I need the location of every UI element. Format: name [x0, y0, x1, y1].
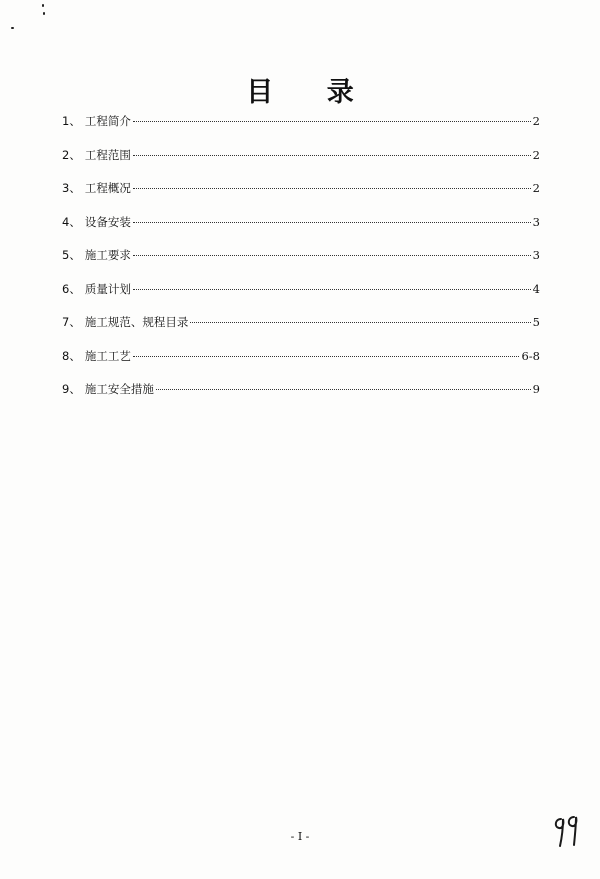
- toc-item-7: [62, 314, 540, 348]
- toc-item-page: 6-8: [521, 348, 540, 363]
- toc-item-8: [62, 348, 540, 382]
- toc-item-page: 4: [532, 281, 540, 296]
- toc-item-page: 2: [532, 114, 540, 128]
- dot-leader: [156, 389, 531, 390]
- scan-mark: [11, 27, 14, 29]
- toc-item-label: 设备安装: [84, 214, 131, 229]
- toc-item-page: 3: [532, 214, 540, 229]
- handwritten-annotation: [552, 813, 582, 849]
- toc-item-number: 4、: [62, 214, 81, 229]
- toc-item-number: 1、: [62, 114, 81, 128]
- toc-item-page: 5: [532, 315, 540, 329]
- toc-item-label: 工程范围: [84, 147, 131, 162]
- dot-leader: [133, 255, 531, 256]
- dot-leader: [133, 356, 520, 357]
- table-of-contents: [62, 113, 540, 415]
- toc-item-page: 2: [532, 181, 540, 195]
- toc-item-2: [62, 147, 540, 181]
- toc-item-4: [62, 214, 540, 248]
- toc-item-page: 9: [532, 382, 540, 396]
- toc-item-page: 3: [532, 248, 540, 262]
- toc-item-label: 工程概况: [84, 181, 131, 195]
- dot-leader: [133, 222, 531, 223]
- toc-item-number: 5、: [62, 248, 81, 262]
- toc-item-number: 3、: [62, 181, 81, 195]
- toc-item-number: 6、: [62, 281, 81, 296]
- toc-item-label: 施工工艺: [84, 348, 131, 363]
- toc-item-9: [62, 381, 540, 415]
- toc-item-label: 工程简介: [84, 114, 131, 128]
- toc-item-number: 9、: [62, 382, 81, 396]
- scan-mark: [43, 12, 45, 15]
- dot-leader: [133, 188, 531, 189]
- scan-mark: [42, 4, 44, 7]
- toc-item-5: [62, 247, 540, 281]
- dot-leader: [133, 121, 531, 122]
- dot-leader: [133, 155, 531, 156]
- toc-item-page: 2: [532, 147, 540, 162]
- dot-leader: [133, 289, 531, 290]
- page-number-footer: - I -: [290, 830, 310, 843]
- toc-item-3: [62, 180, 540, 214]
- toc-item-label: 施工安全措施: [84, 382, 154, 396]
- toc-item-number: 7、: [62, 315, 81, 329]
- toc-item-number: 2、: [62, 147, 81, 162]
- toc-item-label: 施工要求: [84, 248, 131, 262]
- toc-item-6: [62, 281, 540, 315]
- toc-item-label: 质量计划: [84, 281, 131, 296]
- toc-item-1: [62, 113, 540, 147]
- dot-leader: [190, 322, 530, 323]
- toc-item-number: 8、: [62, 348, 81, 363]
- toc-item-label: 施工规范、规程目录: [84, 315, 189, 329]
- page-title: 目 录: [246, 77, 376, 108]
